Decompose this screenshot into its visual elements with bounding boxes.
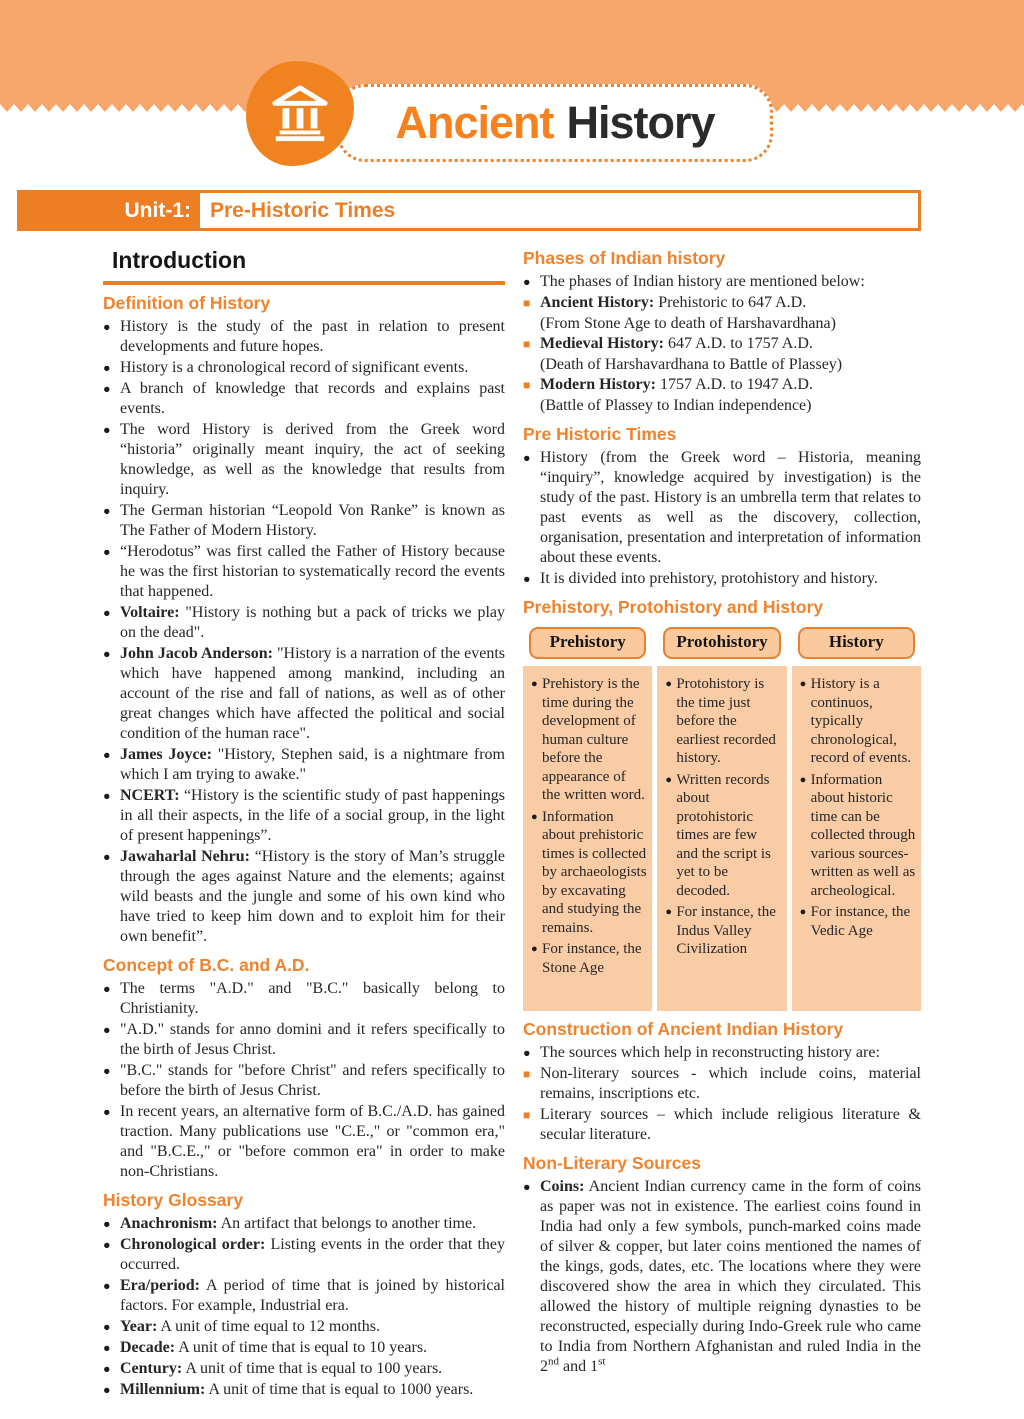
left-column — [103, 246, 505, 1401]
phase-item — [523, 375, 921, 395]
bullet-text: The terms "A.D." and "B.C." basically belong to Christianity. — [120, 980, 505, 1017]
bullet-icon: ● — [103, 647, 111, 661]
table-header-row — [523, 627, 921, 659]
bullet-item — [103, 420, 505, 500]
bullet-item — [103, 847, 505, 947]
bullet-icon: ● — [103, 1279, 111, 1293]
table-header-protohistory: Protohistory — [663, 627, 780, 659]
bullet-icon: ● — [799, 906, 807, 918]
table-cell-text: For instance, the Stone Age — [542, 941, 642, 976]
bullet-icon: ● — [103, 789, 111, 803]
table-bullet-item — [526, 675, 647, 805]
table-header-prehistory: Prehistory — [529, 627, 646, 659]
bullet-text: Millennium: A unit of time that is equal to 1000 years. — [120, 1381, 474, 1398]
table-bullet-item — [660, 771, 781, 901]
table-cell-text: For instance, the Vedic Age — [810, 904, 911, 939]
bullet-icon: ● — [103, 1105, 111, 1119]
bullet-text: A branch of knowledge that records and explains past events. — [120, 380, 505, 417]
bullet-item — [523, 272, 921, 292]
bullet-icon: ● — [523, 1046, 531, 1060]
bullet-icon: ● — [103, 1064, 111, 1078]
table-cell-text: Prehistory is the time during the development of human culture before the appearance of the written word. — [542, 676, 645, 803]
bullet-item — [103, 1061, 505, 1101]
temple-icon — [269, 83, 331, 145]
bullet-icon: ● — [103, 1383, 111, 1397]
bullet-icon: ● — [665, 906, 672, 918]
phase-subtext: (Death of Harshavardhana to Battle of Plassey) — [540, 356, 843, 373]
table-bullet-item — [795, 675, 916, 768]
bullet-icon: ● — [103, 1023, 111, 1037]
bullet-icon: ● — [103, 1238, 111, 1252]
content-columns — [103, 246, 921, 1401]
table-column-history — [792, 666, 921, 1011]
bullet-item — [103, 1359, 505, 1379]
bullet-icon: ● — [799, 773, 807, 786]
table-cell-text: For instance, the Indus Valley Civilization — [676, 904, 776, 957]
book-title-ancient: Ancient — [395, 97, 554, 148]
bullet-icon: ● — [531, 810, 538, 823]
bullet-text: Anachronism: An artifact that belongs to another time. — [120, 1215, 477, 1232]
subheading-non-literary-sources: Non-Literary Sources — [523, 1153, 701, 1173]
table-bullet-item — [526, 940, 647, 977]
bullet-item — [103, 1317, 505, 1337]
table-cell-text: Protohistory is the time just before the earliest recorded history. — [676, 676, 776, 766]
subheading-history-glossary: History Glossary — [103, 1190, 244, 1210]
bullet-icon: ● — [103, 545, 111, 559]
table-bullet-item — [795, 771, 916, 901]
subheading-pre-historic-times: Pre Historic Times — [523, 424, 677, 444]
subheading-construction-ancient-indian-history: Construction of Ancient Indian History — [523, 1019, 844, 1039]
bullet-icon: ● — [531, 943, 538, 955]
bullet-text: Voltaire: "History is nothing but a pack of tricks we play on the dead". — [120, 604, 505, 641]
unit-title: Pre-Historic Times — [210, 198, 396, 222]
subheading-prehistory-protohistory-history: Prehistory, Protohistory and History — [523, 597, 824, 617]
bullet-text: “Herodotus” was first called the Father of History because he was the first historian to systematically record the events that happened. — [120, 543, 505, 600]
bullet-icon: ● — [523, 1180, 531, 1194]
subheading-concept-bc-ad: Concept of B.C. and A.D. — [103, 955, 310, 975]
right-column — [523, 246, 921, 1401]
bullet-item — [103, 317, 505, 357]
subheading-definition-of-history: Definition of History — [103, 293, 271, 313]
bullet-text: It is divided into prehistory, protohistory and history. — [540, 570, 878, 587]
table-cell-text: Written records about protohistoric times are few and the script is yet to be decoded. — [676, 771, 771, 899]
table-header-history: History — [798, 627, 915, 659]
table-cell-text: Information about prehistoric times is collected by archaeologists by excavating and studying the remains. — [542, 808, 647, 936]
unit-number: Unit-1: — [124, 198, 191, 222]
bullet-text: James Joyce: "History, Stephen said, is a nightmare from which I am trying to awake." — [120, 746, 505, 783]
table-bullet-item — [660, 903, 781, 959]
table-bullet-item — [526, 808, 647, 938]
bullet-icon: ● — [103, 382, 111, 396]
bullet-icon: ● — [523, 275, 531, 289]
bullet-icon: ● — [531, 678, 538, 690]
square-bullet-icon: ■ — [523, 1067, 531, 1081]
table-column-prehistory — [523, 666, 652, 1011]
bullet-item — [103, 358, 505, 378]
comparison-table — [523, 627, 921, 1011]
bullet-text: Jawaharlal Nehru: “History is the story of Man’s struggle through the ages against Nature and the elements; against wild beasts and the jungle and some of his own kind who have tried to keep him down and to exploit him for their own benefit”. — [120, 848, 505, 945]
bullet-icon: ● — [103, 320, 111, 334]
square-bullet-icon: ■ — [523, 1108, 531, 1122]
bullet-item — [103, 1235, 505, 1275]
section-heading-introduction: Introduction — [103, 246, 505, 285]
phase-subtext: (Battle of Plassey to Indian independence) — [540, 397, 812, 414]
bullet-icon: ● — [103, 423, 111, 437]
bullet-item — [523, 569, 921, 589]
source-item — [523, 1105, 921, 1145]
square-bullet-icon: ■ — [523, 378, 531, 392]
bullet-text: John Jacob Anderson: "History is a narration of the events which have happened among mankind, including an account of the rise and fall of nations, as well as of other great changes which have affected the political and social condition of the human race". — [120, 645, 505, 742]
book-title-box — [337, 84, 773, 162]
ordinal-suffix: st — [598, 1355, 606, 1368]
bullet-icon: ● — [103, 748, 111, 762]
table-column-protohistory — [657, 666, 786, 1011]
bullet-item — [523, 1043, 921, 1063]
phase-text: Ancient History: Prehistoric to 647 A.D. — [540, 294, 807, 311]
ordinal-suffix: nd — [548, 1355, 559, 1368]
bullet-icon: ● — [103, 850, 111, 864]
bullet-item — [103, 501, 505, 541]
bullet-icon: ● — [523, 572, 531, 586]
bullet-text: In recent years, an alternative form of B.C./A.D. has gained traction. Many publications use "C.E.," or "common era," and "B.C.E.," or "before common era" in order to make non-Christians. — [120, 1103, 505, 1180]
table-bullet-item — [660, 675, 781, 768]
bullet-icon: ● — [103, 504, 111, 518]
table-cell-text: History is a continuos, typically chronological, record of events. — [810, 676, 912, 766]
bullet-text: History is a chronological record of significant events. — [120, 359, 469, 376]
table-body — [523, 666, 921, 1011]
bullet-item — [103, 1020, 505, 1060]
bullet-text: The German historian “Leopold Von Ranke” is known as The Father of Modern History. — [120, 502, 505, 539]
bullet-item — [103, 1276, 505, 1316]
bullet-item — [103, 745, 505, 785]
bullet-text: Decade: A unit of time that is equal to 10 years. — [120, 1339, 428, 1356]
bullet-text: NCERT: “History is the scientific study of past happenings in all their aspects, in the life of a social group, in the light of present happenings”. — [120, 787, 505, 844]
bullet-icon: ● — [103, 1341, 111, 1355]
bullet-text: History is the study of the past in relation to present developments and future hopes. — [120, 318, 505, 355]
phase-text: Medieval History: 647 A.D. to 1757 A.D. — [540, 335, 813, 352]
book-title-history: History — [566, 97, 715, 148]
source-text: Literary sources – which include religious literature & secular literature. — [540, 1106, 921, 1143]
bullet-icon: ● — [103, 606, 111, 620]
unit-banner — [17, 190, 921, 231]
bullet-item — [103, 603, 505, 643]
phase-text: Modern History: 1757 A.D. to 1947 A.D. — [540, 376, 813, 393]
coins-text: Coins: Ancient Indian currency came in the form of coins as paper was not in existence. The earliest coins found in India had only a few symbols, punch-marked coins made of silver & copper, but later coins mentioned the names of the kings, gods, dates, etc. The locations where they were discovered show the area in which they circulated. This allowed the history of multiple reigning dynasties to be reconstructed, especially during Indo-Greek rule who came to India from Northern Afghanistan and ruled India in the 2nd and 1st — [540, 1178, 921, 1375]
bullet-text: "A.D." stands for anno domini and it refers specifically to the birth of Jesus Christ. — [120, 1021, 505, 1058]
bullet-icon: ● — [799, 678, 807, 690]
bullet-item — [103, 1338, 505, 1358]
bullet-icon: ● — [103, 1320, 111, 1334]
table-bullet-item — [795, 903, 916, 940]
bullet-text: History (from the Greek word – Historia, meaning “inquiry”, knowledge acquired by investigation) is the study of the past. History is an umbrella term that relates to past events as well as the discovery, collection, organisation, presentation and interpretation of information about these events. — [540, 449, 921, 566]
square-bullet-icon: ■ — [523, 296, 531, 310]
bullet-icon: ● — [665, 773, 672, 786]
bullet-item — [103, 542, 505, 602]
source-item — [523, 1064, 921, 1104]
bullet-item — [103, 1380, 505, 1400]
source-text: Non-literary sources - which include coins, material remains, inscriptions etc. — [540, 1065, 921, 1102]
bullet-text: Era/period: A period of time that is joined by historical factors. For example, Industrial era. — [120, 1277, 505, 1314]
bullet-text: Century: A unit of time that is equal to 100 years. — [120, 1360, 443, 1377]
bullet-icon: ● — [523, 451, 531, 465]
bullet-item — [103, 1214, 505, 1234]
bullet-text: The sources which help in reconstructing history are: — [540, 1044, 880, 1061]
bullet-item — [103, 979, 505, 1019]
bullet-icon: ● — [103, 361, 111, 375]
bullet-item — [103, 644, 505, 744]
phase-item — [523, 293, 921, 313]
bullet-item — [103, 786, 505, 846]
coins-item — [523, 1177, 921, 1377]
bullet-icon: ● — [103, 1217, 111, 1231]
bullet-icon: ● — [665, 678, 672, 690]
bullet-item — [103, 1102, 505, 1182]
bullet-item — [523, 448, 921, 568]
brand-blob — [246, 61, 354, 166]
bullet-text: "B.C." stands for "before Christ" and refers specifically to before the birth of Jesus Christ. — [120, 1062, 505, 1099]
square-bullet-icon: ■ — [523, 337, 531, 351]
bullet-text: The word History is derived from the Greek word “historia” originally meant inquiry, the act of seeking knowledge, as well as the knowledge that results from inquiry. — [120, 421, 505, 498]
subheading-phases-of-indian-history: Phases of Indian history — [523, 248, 726, 268]
bullet-text: The phases of Indian history are mentioned below: — [540, 273, 865, 290]
bullet-item — [103, 379, 505, 419]
phase-subtext: (From Stone Age to death of Harshavardhana) — [540, 315, 836, 332]
bullet-text: Year: A unit of time equal to 12 months. — [120, 1318, 380, 1335]
bullet-icon: ● — [103, 982, 111, 996]
unit-title-box — [200, 193, 918, 228]
bullet-icon: ● — [103, 1362, 111, 1376]
table-cell-text: Information about historic time can be collected through various sources- written as well as archeological. — [810, 771, 916, 899]
phase-item — [523, 334, 921, 354]
bullet-text: Chronological order: Listing events in the order that they occurred. — [120, 1236, 506, 1273]
